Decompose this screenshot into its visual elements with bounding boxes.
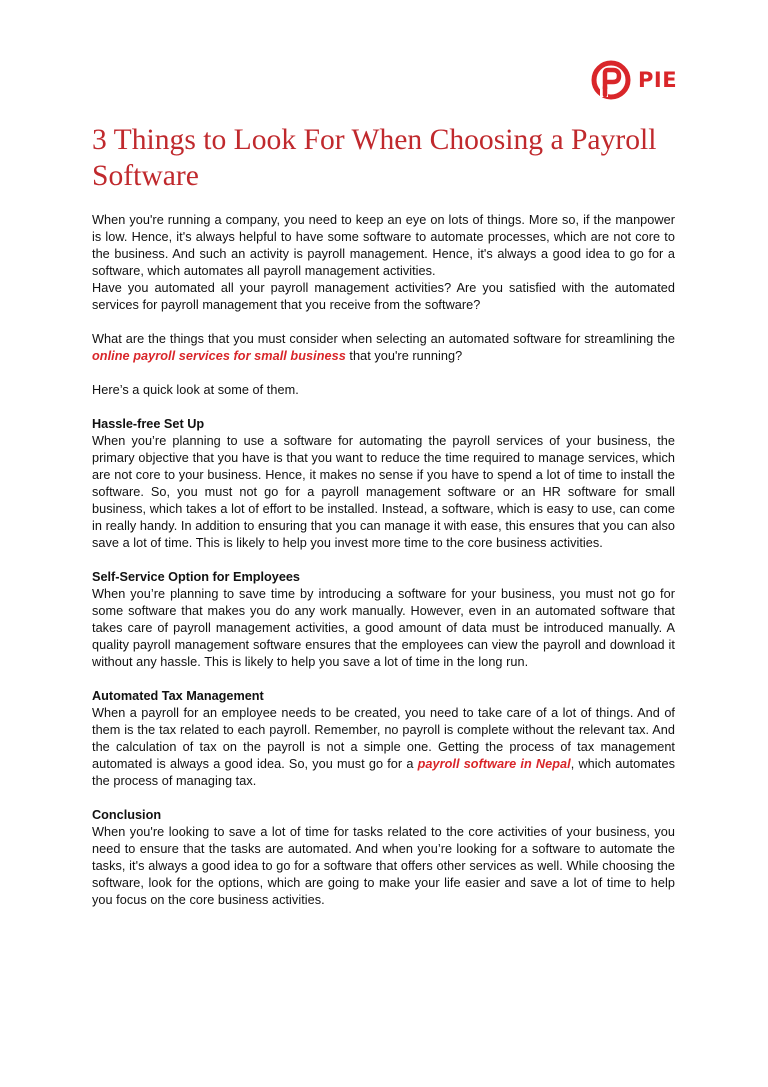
section-body-self-service: When you’re planning to save time by introducing a software for your business, you must not go for some software that makes you do any work manually. However, even in an automated software that takes care of payroll management activities, a good amount of data must be introduced manually. A quality payroll management software ensures that the employees can view the payroll and download it without any hassle. This is likely to help you save a lot of time in the long run. xyxy=(92,587,675,669)
brand-logo xyxy=(590,57,677,103)
intro-paragraph-3-text-before: What are the things that you must consider when selecting an automated software for streamlining the xyxy=(92,332,675,346)
section-heading-conclusion: Conclusion xyxy=(92,808,162,822)
payroll-software-nepal-link[interactable]: payroll software in Nepal xyxy=(417,757,571,771)
section-body-hassle-free: When you’re planning to use a software for automating the payroll services of your business, the primary objective that you have is that you want to reduce the time required to manage services, which are not core to your business. Hence, it makes no sense if you have to spend a lot of time to install the software. So, you must not go for a payroll management software or an HR software for small business, which takes a lot of effort to be installed. Instead, a software, which is easy to use, can come in really handy. In addition to ensuring that you can manage it with ease, this ensures that you can also save a lot of time. This is likely to help you invest more time to the core business activities. xyxy=(92,434,675,550)
online-payroll-services-link[interactable]: online payroll services for small business xyxy=(92,349,346,363)
section-heading-hassle-free: Hassle-free Set Up xyxy=(92,417,205,431)
section-heading-self-service: Self-Service Option for Employees xyxy=(92,570,300,584)
intro-paragraph-4: Here’s a quick look at some of them. xyxy=(92,383,299,397)
article xyxy=(92,122,675,909)
tax-body-text-after: , which automates the process of managing tax. xyxy=(92,757,676,788)
brand-name: PIE xyxy=(638,68,678,92)
tax-body-text-before: When a payroll for an employee needs to be created, you need to take care of a lot of things. And of them is the tax related to each payroll. Remember, no payroll is complete without the relevant tax. And the calculation of tax on the payroll is not a simple one. Getting the process of tax management automated is always a good idea. So, you must go for a xyxy=(92,706,675,771)
intro-paragraph-3 xyxy=(92,331,675,365)
intro-paragraph-3-text-after: that you're running? xyxy=(345,349,463,363)
intro-paragraph-2: Have you automated all your payroll management activities? Are you satisfied with the automated services for payroll management that you receive from the software? xyxy=(92,281,675,312)
pie-logo-icon xyxy=(590,59,632,101)
section-body-tax-management xyxy=(92,705,675,790)
section-heading-tax-management: Automated Tax Management xyxy=(92,689,264,703)
intro-paragraph-1: When you're running a company, you need to keep an eye on lots of things. More so, if the manpower is low. Hence, it's always helpful to have some software to automate processes, which are not core to the business. And such an activity is payroll management. Hence, it's always a good idea to go for a software, which automates all payroll management activities. xyxy=(92,213,675,278)
section-body-conclusion: When you're looking to save a lot of time for tasks related to the core activities of your business, you need to ensure that the tasks are automated. And when you’re looking for a software to automate the tasks, it's always a good idea to go for a software that offers other services as well. While choosing the software, look for the options, which are going to make your life easier and save a lot of time to help you focus on the core business activities. xyxy=(92,825,675,907)
page-title: 3 Things to Look For When Choosing a Payroll Software xyxy=(92,124,657,192)
